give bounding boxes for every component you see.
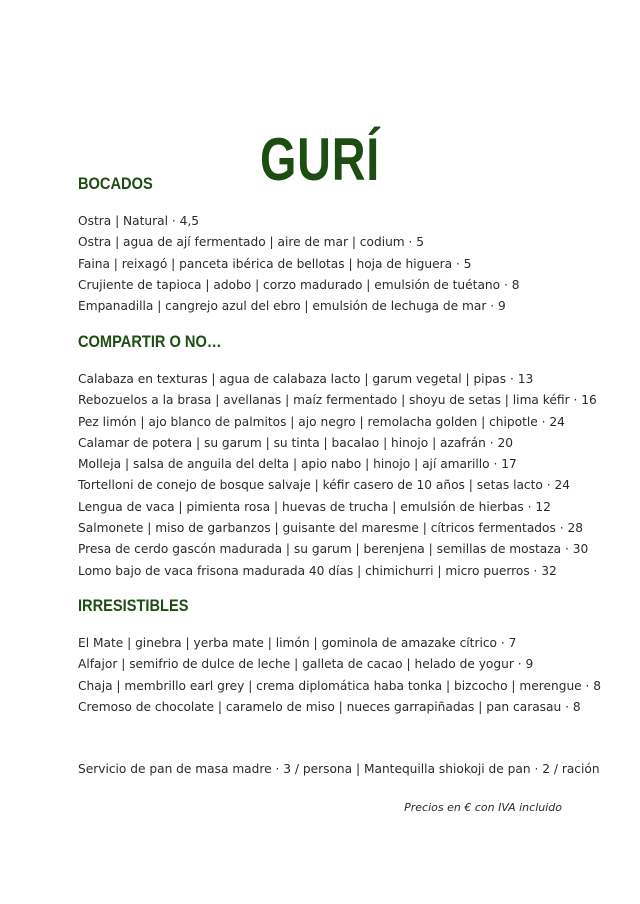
- menu-item: Presa de cerdo gascón madurada | su garum | berenjena | semillas de mostaza · 30: [78, 542, 589, 557]
- menu-item: Alfajor | semifrio de dulce de leche | galleta de cacao | helado de yogur · 9: [78, 657, 534, 672]
- menu-item: Calabaza en texturas | agua de calabaza lacto | garum vegetal | pipas · 13: [78, 372, 534, 386]
- menu-item: Rebozuelos a la brasa | avellanas | maíz fermentado | shoyu de setas | lima kéfir · 16: [78, 393, 597, 408]
- section-heading: BOCADOS: [78, 174, 153, 193]
- prices-note: Precios en € con IVA incluido: [404, 801, 562, 814]
- menu-item: Ostra | agua de ají fermentado | aire de mar | codium · 5: [78, 235, 425, 250]
- menu-item: Molleja | salsa de anguila del delta | apio nabo | hinojo | ají amarillo · 17: [78, 457, 517, 472]
- menu-item: Tortelloni de conejo de bosque salvaje | kéfir casero de 10 años | setas lacto · 24: [78, 478, 570, 493]
- menu-item: Lomo bajo de vaca frisona madurada 40 días | chimichurri | micro puerros · 32: [78, 563, 557, 578]
- restaurant-title: GURÍ: [259, 126, 381, 194]
- menu-item-list: [78, 369, 597, 582]
- section-heading: IRRESISTIBLES: [78, 596, 189, 615]
- menu-item: Salmonete | miso de garbanzos | guisante del maresme | cítricos fermentados · 28: [78, 521, 583, 536]
- menu-item: El Mate | ginebra | yerba mate | limón | gominola de amazake cítrico · 7: [78, 636, 517, 650]
- menu-item: Empanadilla | cangrejo azul del ebro | emulsión de lechuga de mar · 9: [78, 299, 506, 314]
- menu-item-list: [78, 633, 602, 718]
- section-compartir-o-no: [78, 330, 597, 582]
- menu-item-list: [78, 211, 578, 317]
- section-irresistibles: [78, 594, 602, 718]
- section-heading: COMPARTIR O NO…: [78, 332, 222, 351]
- menu-item: Crujiente de tapioca | adobo | corzo madurado | emulsión de tuétano · 8: [78, 277, 520, 292]
- menu-item: Pez limón | ajo blanco de palmitos | ajo negro | remolacha golden | chipotle · 24: [78, 414, 565, 429]
- menu-item: Calamar de potera | su garum | su tinta | bacalao | hinojo | azafrán · 20: [78, 435, 514, 450]
- menu-item: Faina | reixagó | panceta ibérica de bellotas | hoja de higuera · 5: [78, 256, 472, 271]
- section-bocados: [78, 172, 578, 317]
- menu-item: Ostra | Natural · 4,5: [78, 214, 200, 228]
- menu-item: Cremoso de chocolate | caramelo de miso | nueces garrapiñadas | pan carasau · 8: [78, 699, 581, 714]
- bread-service-note: Servicio de pan de masa madre · 3 / persona | Mantequilla shiokoji de pan · 2 / ración: [78, 762, 600, 776]
- menu-item: Chaja | membrillo earl grey | crema diplomática haba tonka | bizcocho | merengue · 8: [78, 678, 602, 693]
- menu-item: Lengua de vaca | pimienta rosa | huevas de trucha | emulsión de hierbas · 12: [78, 499, 551, 514]
